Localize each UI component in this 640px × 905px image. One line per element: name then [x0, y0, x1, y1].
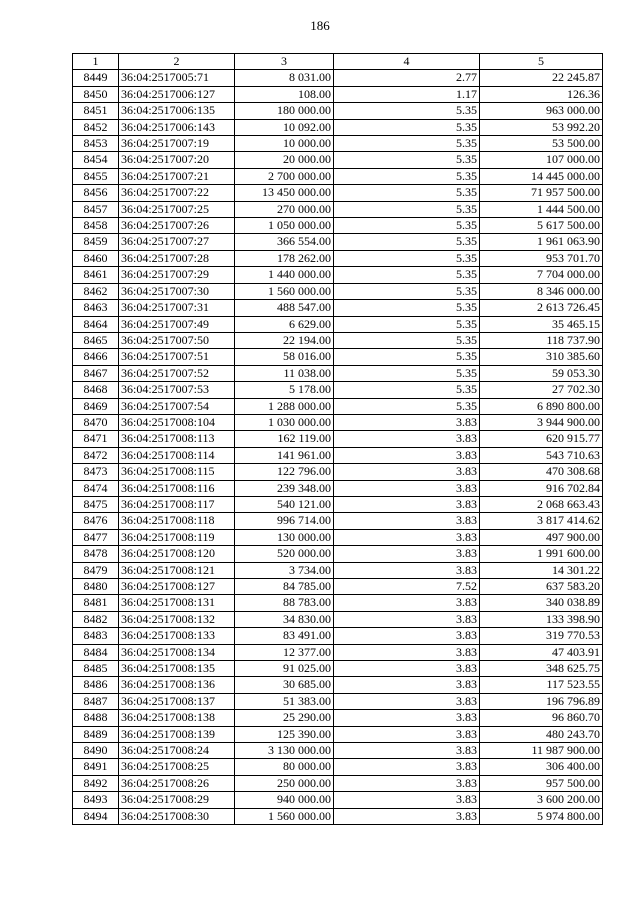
cadastral-number-cell: 36:04:2517006:135	[119, 103, 235, 119]
cadastral-number-cell: 36:04:2517007:31	[119, 300, 235, 316]
value-cell: 340 038.89	[480, 595, 603, 611]
row-number-cell: 8452	[73, 119, 119, 135]
value-cell: 117 523.55	[480, 677, 603, 693]
value-cell: 27 702.30	[480, 382, 603, 398]
value-cell: 3 944 900.00	[480, 414, 603, 430]
rate-cell: 3.83	[334, 595, 480, 611]
rate-cell: 3.83	[334, 562, 480, 578]
value-cell: 53 500.00	[480, 136, 603, 152]
table-row	[73, 693, 603, 709]
value-cell: 957 500.00	[480, 775, 603, 791]
area-cell: 30 685.00	[235, 677, 334, 693]
rate-cell: 3.83	[334, 808, 480, 824]
cadastral-number-cell: 36:04:2517008:24	[119, 743, 235, 759]
area-cell: 108.00	[235, 86, 334, 102]
table-row	[73, 382, 603, 398]
value-cell: 14 445 000.00	[480, 168, 603, 184]
value-cell: 53 992.20	[480, 119, 603, 135]
area-cell: 130 000.00	[235, 529, 334, 545]
rate-cell: 5.35	[334, 382, 480, 398]
table-row	[73, 628, 603, 644]
value-cell: 497 900.00	[480, 529, 603, 545]
area-cell: 91 025.00	[235, 661, 334, 677]
value-cell: 306 400.00	[480, 759, 603, 775]
cadastral-number-cell: 36:04:2517008:29	[119, 792, 235, 808]
area-cell: 3 734.00	[235, 562, 334, 578]
area-cell: 80 000.00	[235, 759, 334, 775]
area-cell: 1 440 000.00	[235, 267, 334, 283]
area-cell: 1 560 000.00	[235, 283, 334, 299]
data-table	[72, 53, 603, 825]
row-number-cell: 8481	[73, 595, 119, 611]
table-row	[73, 136, 603, 152]
table-row	[73, 480, 603, 496]
rate-cell: 3.83	[334, 661, 480, 677]
area-cell: 996 714.00	[235, 513, 334, 529]
area-cell: 520 000.00	[235, 546, 334, 562]
area-cell: 51 383.00	[235, 693, 334, 709]
table-row	[73, 414, 603, 430]
area-cell: 10 092.00	[235, 119, 334, 135]
value-cell: 963 000.00	[480, 103, 603, 119]
page-number: 186	[310, 18, 330, 33]
table-row	[73, 562, 603, 578]
cadastral-number-cell: 36:04:2517007:19	[119, 136, 235, 152]
table-row	[73, 86, 603, 102]
cadastral-number-cell: 36:04:2517007:51	[119, 349, 235, 365]
row-number-cell: 8479	[73, 562, 119, 578]
row-number-cell: 8469	[73, 398, 119, 414]
area-cell: 180 000.00	[235, 103, 334, 119]
row-number-cell: 8450	[73, 86, 119, 102]
row-number-cell: 8483	[73, 628, 119, 644]
area-cell: 239 348.00	[235, 480, 334, 496]
rate-cell: 5.35	[334, 267, 480, 283]
rate-cell: 3.83	[334, 464, 480, 480]
rate-cell: 3.83	[334, 496, 480, 512]
row-number-cell: 8491	[73, 759, 119, 775]
row-number-cell: 8492	[73, 775, 119, 791]
table-row	[73, 185, 603, 201]
row-number-cell: 8493	[73, 792, 119, 808]
value-cell: 22 245.87	[480, 70, 603, 86]
area-cell: 11 038.00	[235, 365, 334, 381]
rate-cell: 5.35	[334, 152, 480, 168]
cadastral-number-cell: 36:04:2517008:121	[119, 562, 235, 578]
area-cell: 178 262.00	[235, 250, 334, 266]
cadastral-number-cell: 36:04:2517008:115	[119, 464, 235, 480]
table-row	[73, 431, 603, 447]
row-number-cell: 8457	[73, 201, 119, 217]
rate-cell: 5.35	[334, 250, 480, 266]
table-row	[73, 398, 603, 414]
column-header: 2	[119, 54, 235, 70]
rate-cell: 3.83	[334, 710, 480, 726]
column-header: 3	[235, 54, 334, 70]
rate-cell: 3.83	[334, 726, 480, 742]
cadastral-number-cell: 36:04:2517008:104	[119, 414, 235, 430]
value-cell: 310 385.60	[480, 349, 603, 365]
row-number-cell: 8453	[73, 136, 119, 152]
row-number-cell: 8459	[73, 234, 119, 250]
table-row	[73, 201, 603, 217]
value-cell: 47 403.91	[480, 644, 603, 660]
row-number-cell: 8477	[73, 529, 119, 545]
table-row	[73, 726, 603, 742]
area-cell: 488 547.00	[235, 300, 334, 316]
rate-cell: 5.35	[334, 398, 480, 414]
cadastral-number-cell: 36:04:2517008:25	[119, 759, 235, 775]
cadastral-number-cell: 36:04:2517008:133	[119, 628, 235, 644]
cadastral-number-cell: 36:04:2517008:137	[119, 693, 235, 709]
value-cell: 14 301.22	[480, 562, 603, 578]
table-row	[73, 677, 603, 693]
rate-cell: 3.83	[334, 431, 480, 447]
table-row	[73, 529, 603, 545]
row-number-cell: 8489	[73, 726, 119, 742]
rate-cell: 5.35	[334, 349, 480, 365]
rate-cell: 3.83	[334, 743, 480, 759]
row-number-cell: 8494	[73, 808, 119, 824]
row-number-cell: 8461	[73, 267, 119, 283]
table-row	[73, 611, 603, 627]
value-cell: 96 860.70	[480, 710, 603, 726]
area-cell: 1 050 000.00	[235, 218, 334, 234]
value-cell: 11 987 900.00	[480, 743, 603, 759]
area-cell: 270 000.00	[235, 201, 334, 217]
cadastral-number-cell: 36:04:2517007:50	[119, 332, 235, 348]
column-header: 4	[334, 54, 480, 70]
table-row	[73, 218, 603, 234]
area-cell: 83 491.00	[235, 628, 334, 644]
value-cell: 59 053.30	[480, 365, 603, 381]
row-number-cell: 8486	[73, 677, 119, 693]
cadastral-number-cell: 36:04:2517008:136	[119, 677, 235, 693]
cadastral-number-cell: 36:04:2517008:26	[119, 775, 235, 791]
cadastral-number-cell: 36:04:2517007:22	[119, 185, 235, 201]
table-row	[73, 152, 603, 168]
table-row	[73, 743, 603, 759]
table-row	[73, 283, 603, 299]
cadastral-number-cell: 36:04:2517007:52	[119, 365, 235, 381]
rate-cell: 5.35	[334, 218, 480, 234]
row-number-cell: 8468	[73, 382, 119, 398]
table-row	[73, 316, 603, 332]
area-cell: 13 450 000.00	[235, 185, 334, 201]
table-header-row	[73, 54, 603, 70]
table-row	[73, 70, 603, 86]
rate-cell: 1.17	[334, 86, 480, 102]
value-cell: 319 770.53	[480, 628, 603, 644]
area-cell: 10 000.00	[235, 136, 334, 152]
rate-cell: 3.83	[334, 677, 480, 693]
table-row	[73, 332, 603, 348]
rate-cell: 3.83	[334, 513, 480, 529]
value-cell: 71 957 500.00	[480, 185, 603, 201]
cadastral-number-cell: 36:04:2517008:131	[119, 595, 235, 611]
rate-cell: 3.83	[334, 693, 480, 709]
row-number-cell: 8458	[73, 218, 119, 234]
row-number-cell: 8488	[73, 710, 119, 726]
rate-cell: 5.35	[334, 332, 480, 348]
area-cell: 540 121.00	[235, 496, 334, 512]
cadastral-number-cell: 36:04:2517006:127	[119, 86, 235, 102]
value-cell: 620 915.77	[480, 431, 603, 447]
table-row	[73, 513, 603, 529]
row-number-cell: 8455	[73, 168, 119, 184]
table-row	[73, 250, 603, 266]
rate-cell: 3.83	[334, 611, 480, 627]
cadastral-number-cell: 36:04:2517008:114	[119, 447, 235, 463]
area-cell: 1 030 000.00	[235, 414, 334, 430]
area-cell: 125 390.00	[235, 726, 334, 742]
rate-cell: 5.35	[334, 300, 480, 316]
area-cell: 34 830.00	[235, 611, 334, 627]
table-row	[73, 775, 603, 791]
column-header: 1	[73, 54, 119, 70]
value-cell: 196 796.89	[480, 693, 603, 709]
area-cell: 1 288 000.00	[235, 398, 334, 414]
table-row	[73, 792, 603, 808]
value-cell: 470 308.68	[480, 464, 603, 480]
cadastral-number-cell: 36:04:2517007:25	[119, 201, 235, 217]
row-number-cell: 8467	[73, 365, 119, 381]
value-cell: 916 702.84	[480, 480, 603, 496]
row-number-cell: 8476	[73, 513, 119, 529]
value-cell: 107 000.00	[480, 152, 603, 168]
table-row	[73, 300, 603, 316]
rate-cell: 3.83	[334, 447, 480, 463]
row-number-cell: 8465	[73, 332, 119, 348]
row-number-cell: 8474	[73, 480, 119, 496]
cadastral-number-cell: 36:04:2517007:20	[119, 152, 235, 168]
row-number-cell: 8464	[73, 316, 119, 332]
rate-cell: 5.35	[334, 185, 480, 201]
area-cell: 366 554.00	[235, 234, 334, 250]
area-cell: 8 031.00	[235, 70, 334, 86]
cadastral-number-cell: 36:04:2517008:138	[119, 710, 235, 726]
cadastral-number-cell: 36:04:2517007:27	[119, 234, 235, 250]
row-number-cell: 8475	[73, 496, 119, 512]
area-cell: 141 961.00	[235, 447, 334, 463]
area-cell: 12 377.00	[235, 644, 334, 660]
rate-cell: 3.83	[334, 644, 480, 660]
row-number-cell: 8485	[73, 661, 119, 677]
rate-cell: 5.35	[334, 316, 480, 332]
rate-cell: 3.83	[334, 628, 480, 644]
value-cell: 118 737.90	[480, 332, 603, 348]
table-body	[73, 70, 603, 825]
row-number-cell: 8466	[73, 349, 119, 365]
cadastral-number-cell: 36:04:2517007:29	[119, 267, 235, 283]
cadastral-number-cell: 36:04:2517008:117	[119, 496, 235, 512]
rate-cell: 5.35	[334, 283, 480, 299]
cadastral-number-cell: 36:04:2517008:30	[119, 808, 235, 824]
rate-cell: 5.35	[334, 136, 480, 152]
value-cell: 348 625.75	[480, 661, 603, 677]
cadastral-number-cell: 36:04:2517008:132	[119, 611, 235, 627]
table-row	[73, 447, 603, 463]
area-cell: 6 629.00	[235, 316, 334, 332]
table-row	[73, 644, 603, 660]
rate-cell: 3.83	[334, 775, 480, 791]
table-row	[73, 349, 603, 365]
area-cell: 58 016.00	[235, 349, 334, 365]
rate-cell: 2.77	[334, 70, 480, 86]
table-row	[73, 496, 603, 512]
area-cell: 3 130 000.00	[235, 743, 334, 759]
cadastral-number-cell: 36:04:2517005:71	[119, 70, 235, 86]
cadastral-number-cell: 36:04:2517008:119	[119, 529, 235, 545]
value-cell: 1 444 500.00	[480, 201, 603, 217]
rate-cell: 3.83	[334, 792, 480, 808]
area-cell: 1 560 000.00	[235, 808, 334, 824]
area-cell: 122 796.00	[235, 464, 334, 480]
area-cell: 940 000.00	[235, 792, 334, 808]
cadastral-number-cell: 36:04:2517007:26	[119, 218, 235, 234]
row-number-cell: 8490	[73, 743, 119, 759]
rate-cell: 3.83	[334, 546, 480, 562]
cadastral-number-cell: 36:04:2517006:143	[119, 119, 235, 135]
value-cell: 5 617 500.00	[480, 218, 603, 234]
rate-cell: 5.35	[334, 119, 480, 135]
rate-cell: 5.35	[334, 365, 480, 381]
area-cell: 88 783.00	[235, 595, 334, 611]
table-row	[73, 267, 603, 283]
table-row	[73, 595, 603, 611]
row-number-cell: 8460	[73, 250, 119, 266]
cadastral-number-cell: 36:04:2517008:116	[119, 480, 235, 496]
value-cell: 1 961 063.90	[480, 234, 603, 250]
value-cell: 1 991 600.00	[480, 546, 603, 562]
table-row	[73, 234, 603, 250]
value-cell: 3 817 414.62	[480, 513, 603, 529]
area-cell: 162 119.00	[235, 431, 334, 447]
area-cell: 25 290.00	[235, 710, 334, 726]
rate-cell: 5.35	[334, 103, 480, 119]
value-cell: 2 068 663.43	[480, 496, 603, 512]
table-row	[73, 168, 603, 184]
table-row	[73, 759, 603, 775]
value-cell: 953 701.70	[480, 250, 603, 266]
cadastral-number-cell: 36:04:2517008:113	[119, 431, 235, 447]
table-row	[73, 546, 603, 562]
table-row	[73, 808, 603, 824]
value-cell: 8 346 000.00	[480, 283, 603, 299]
value-cell: 2 613 726.45	[480, 300, 603, 316]
value-cell: 35 465.15	[480, 316, 603, 332]
cadastral-number-cell: 36:04:2517007:54	[119, 398, 235, 414]
rate-cell: 5.35	[334, 201, 480, 217]
row-number-cell: 8456	[73, 185, 119, 201]
row-number-cell: 8451	[73, 103, 119, 119]
table-row	[73, 464, 603, 480]
value-cell: 133 398.90	[480, 611, 603, 627]
row-number-cell: 8462	[73, 283, 119, 299]
area-cell: 84 785.00	[235, 579, 334, 595]
row-number-cell: 8478	[73, 546, 119, 562]
cadastral-number-cell: 36:04:2517007:30	[119, 283, 235, 299]
row-number-cell: 8463	[73, 300, 119, 316]
value-cell: 3 600 200.00	[480, 792, 603, 808]
row-number-cell: 8471	[73, 431, 119, 447]
row-number-cell: 8454	[73, 152, 119, 168]
cadastral-number-cell: 36:04:2517007:53	[119, 382, 235, 398]
table-row	[73, 661, 603, 677]
rate-cell: 3.83	[334, 480, 480, 496]
value-cell: 5 974 800.00	[480, 808, 603, 824]
table-row	[73, 103, 603, 119]
area-cell: 22 194.00	[235, 332, 334, 348]
rate-cell: 3.83	[334, 759, 480, 775]
row-number-cell: 8470	[73, 414, 119, 430]
table-row	[73, 365, 603, 381]
value-cell: 543 710.63	[480, 447, 603, 463]
row-number-cell: 8449	[73, 70, 119, 86]
cadastral-number-cell: 36:04:2517008:127	[119, 579, 235, 595]
column-header: 5	[480, 54, 603, 70]
row-number-cell: 8473	[73, 464, 119, 480]
row-number-cell: 8482	[73, 611, 119, 627]
table-row	[73, 579, 603, 595]
cadastral-number-cell: 36:04:2517007:28	[119, 250, 235, 266]
cadastral-number-cell: 36:04:2517008:120	[119, 546, 235, 562]
value-cell: 480 243.70	[480, 726, 603, 742]
rate-cell: 5.35	[334, 234, 480, 250]
row-number-cell: 8480	[73, 579, 119, 595]
value-cell: 6 890 800.00	[480, 398, 603, 414]
rate-cell: 3.83	[334, 529, 480, 545]
area-cell: 2 700 000.00	[235, 168, 334, 184]
cadastral-number-cell: 36:04:2517008:139	[119, 726, 235, 742]
row-number-cell: 8487	[73, 693, 119, 709]
cadastral-number-cell: 36:04:2517008:135	[119, 661, 235, 677]
row-number-cell: 8484	[73, 644, 119, 660]
rate-cell: 7.52	[334, 579, 480, 595]
cadastral-number-cell: 36:04:2517008:118	[119, 513, 235, 529]
rate-cell: 5.35	[334, 168, 480, 184]
row-number-cell: 8472	[73, 447, 119, 463]
rate-cell: 3.83	[334, 414, 480, 430]
value-cell: 126.36	[480, 86, 603, 102]
area-cell: 20 000.00	[235, 152, 334, 168]
area-cell: 5 178.00	[235, 382, 334, 398]
area-cell: 250 000.00	[235, 775, 334, 791]
table-row	[73, 710, 603, 726]
value-cell: 637 583.20	[480, 579, 603, 595]
value-cell: 7 704 000.00	[480, 267, 603, 283]
cadastral-number-cell: 36:04:2517008:134	[119, 644, 235, 660]
cadastral-number-cell: 36:04:2517007:49	[119, 316, 235, 332]
cadastral-number-cell: 36:04:2517007:21	[119, 168, 235, 184]
table-row	[73, 119, 603, 135]
